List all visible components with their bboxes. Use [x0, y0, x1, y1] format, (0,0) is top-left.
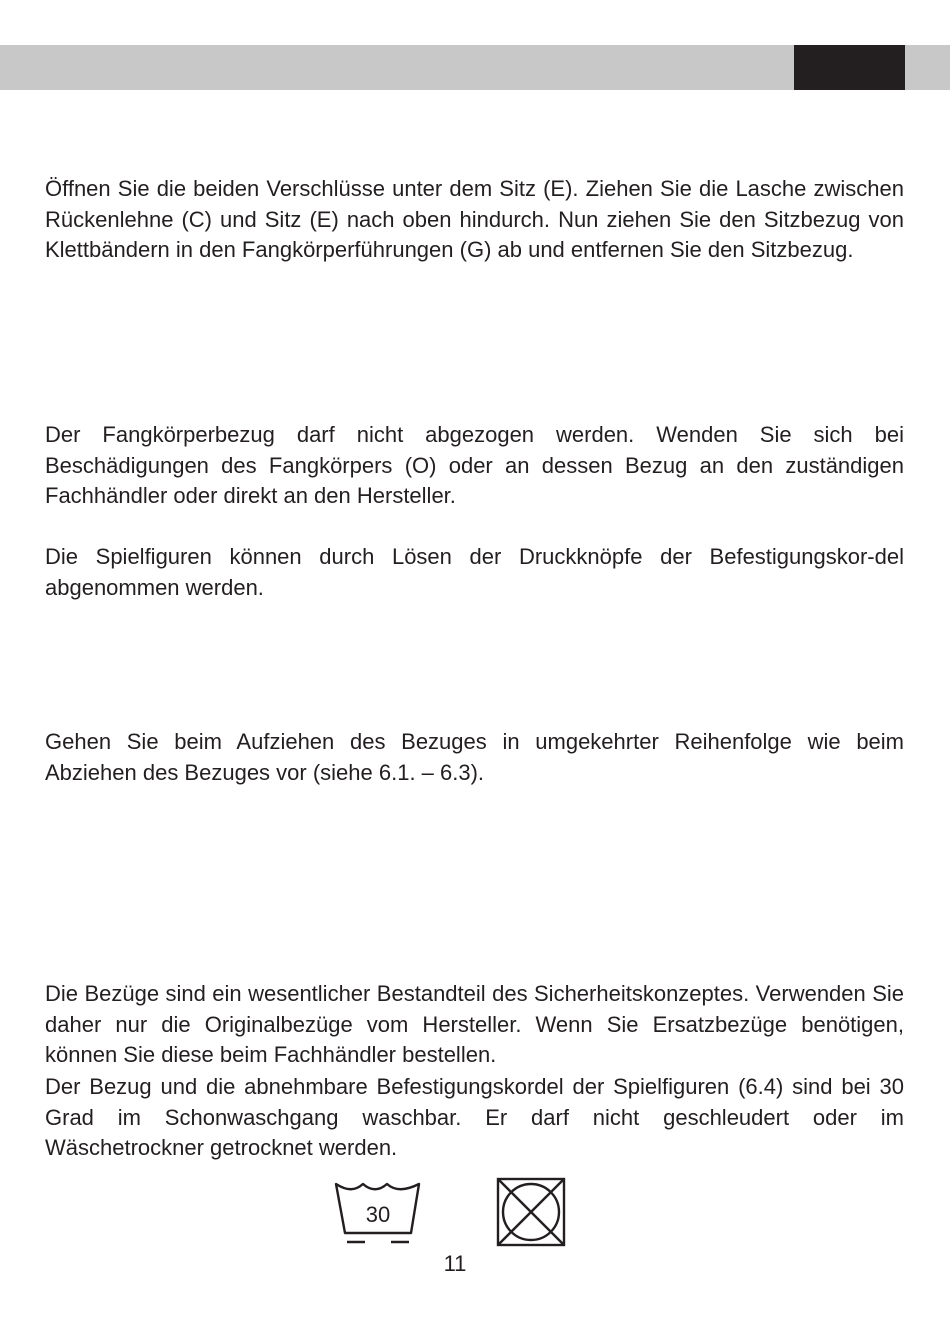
paragraph-remove-seat-cover: Öffnen Sie die beiden Verschlüsse unter dem Sitz (E). Ziehen Sie die Lasche zwischen Rückenlehne (C) und Sitz (E) nach oben hindurch. Nun ziehen Sie den Sitzbezug von Klettbändern in den Fangkörperführungen (G) ab und entfernen Sie den Sitzbezug. [45, 176, 904, 263]
wash-temperature-label: 30 [365, 1202, 391, 1227]
header-section-tab [794, 45, 905, 90]
gentle-wash-30-icon [333, 1178, 423, 1248]
do-not-tumble-dry-icon [496, 1177, 566, 1247]
paragraph-refit-cover: Gehen Sie beim Aufziehen des Bezuges in umgekehrter Reihenfolge wie beim Abziehen des Bezuges vor (siehe 6.1. – 6.3). [45, 729, 904, 785]
page-number: 11 [443, 1251, 467, 1276]
paragraph-washing-instructions: Der Bezug und die abnehmbare Befestigungskordel der Spielfiguren (6.4) sind bei 30 Grad im Schonwaschgang waschbar. Er darf nicht geschleudert oder im Wäschetrockner getrocknet werden. [45, 1074, 904, 1161]
paragraph-impact-shield-cover: Der Fangkörperbezug darf nicht abgezogen werden. Wenden Sie sich bei Beschädigungen des Fangkörpers (O) oder an dessen Bezug an den zuständigen Fachhändler oder direkt an den Hersteller. [45, 422, 904, 509]
paragraph-toy-figures: Die Spielfiguren können durch Lösen der Druckknöpfe der Befestigungskor-del abgenommen werden. [45, 544, 904, 600]
paragraph-original-covers: Die Bezüge sind ein wesentlicher Bestandteil des Sicherheitskonzeptes. Verwenden Sie daher nur die Originalbezüge vom Hersteller. Wenn Sie Ersatzbezüge benötigen, können Sie diese beim Fachhändler bestellen. [45, 981, 904, 1068]
